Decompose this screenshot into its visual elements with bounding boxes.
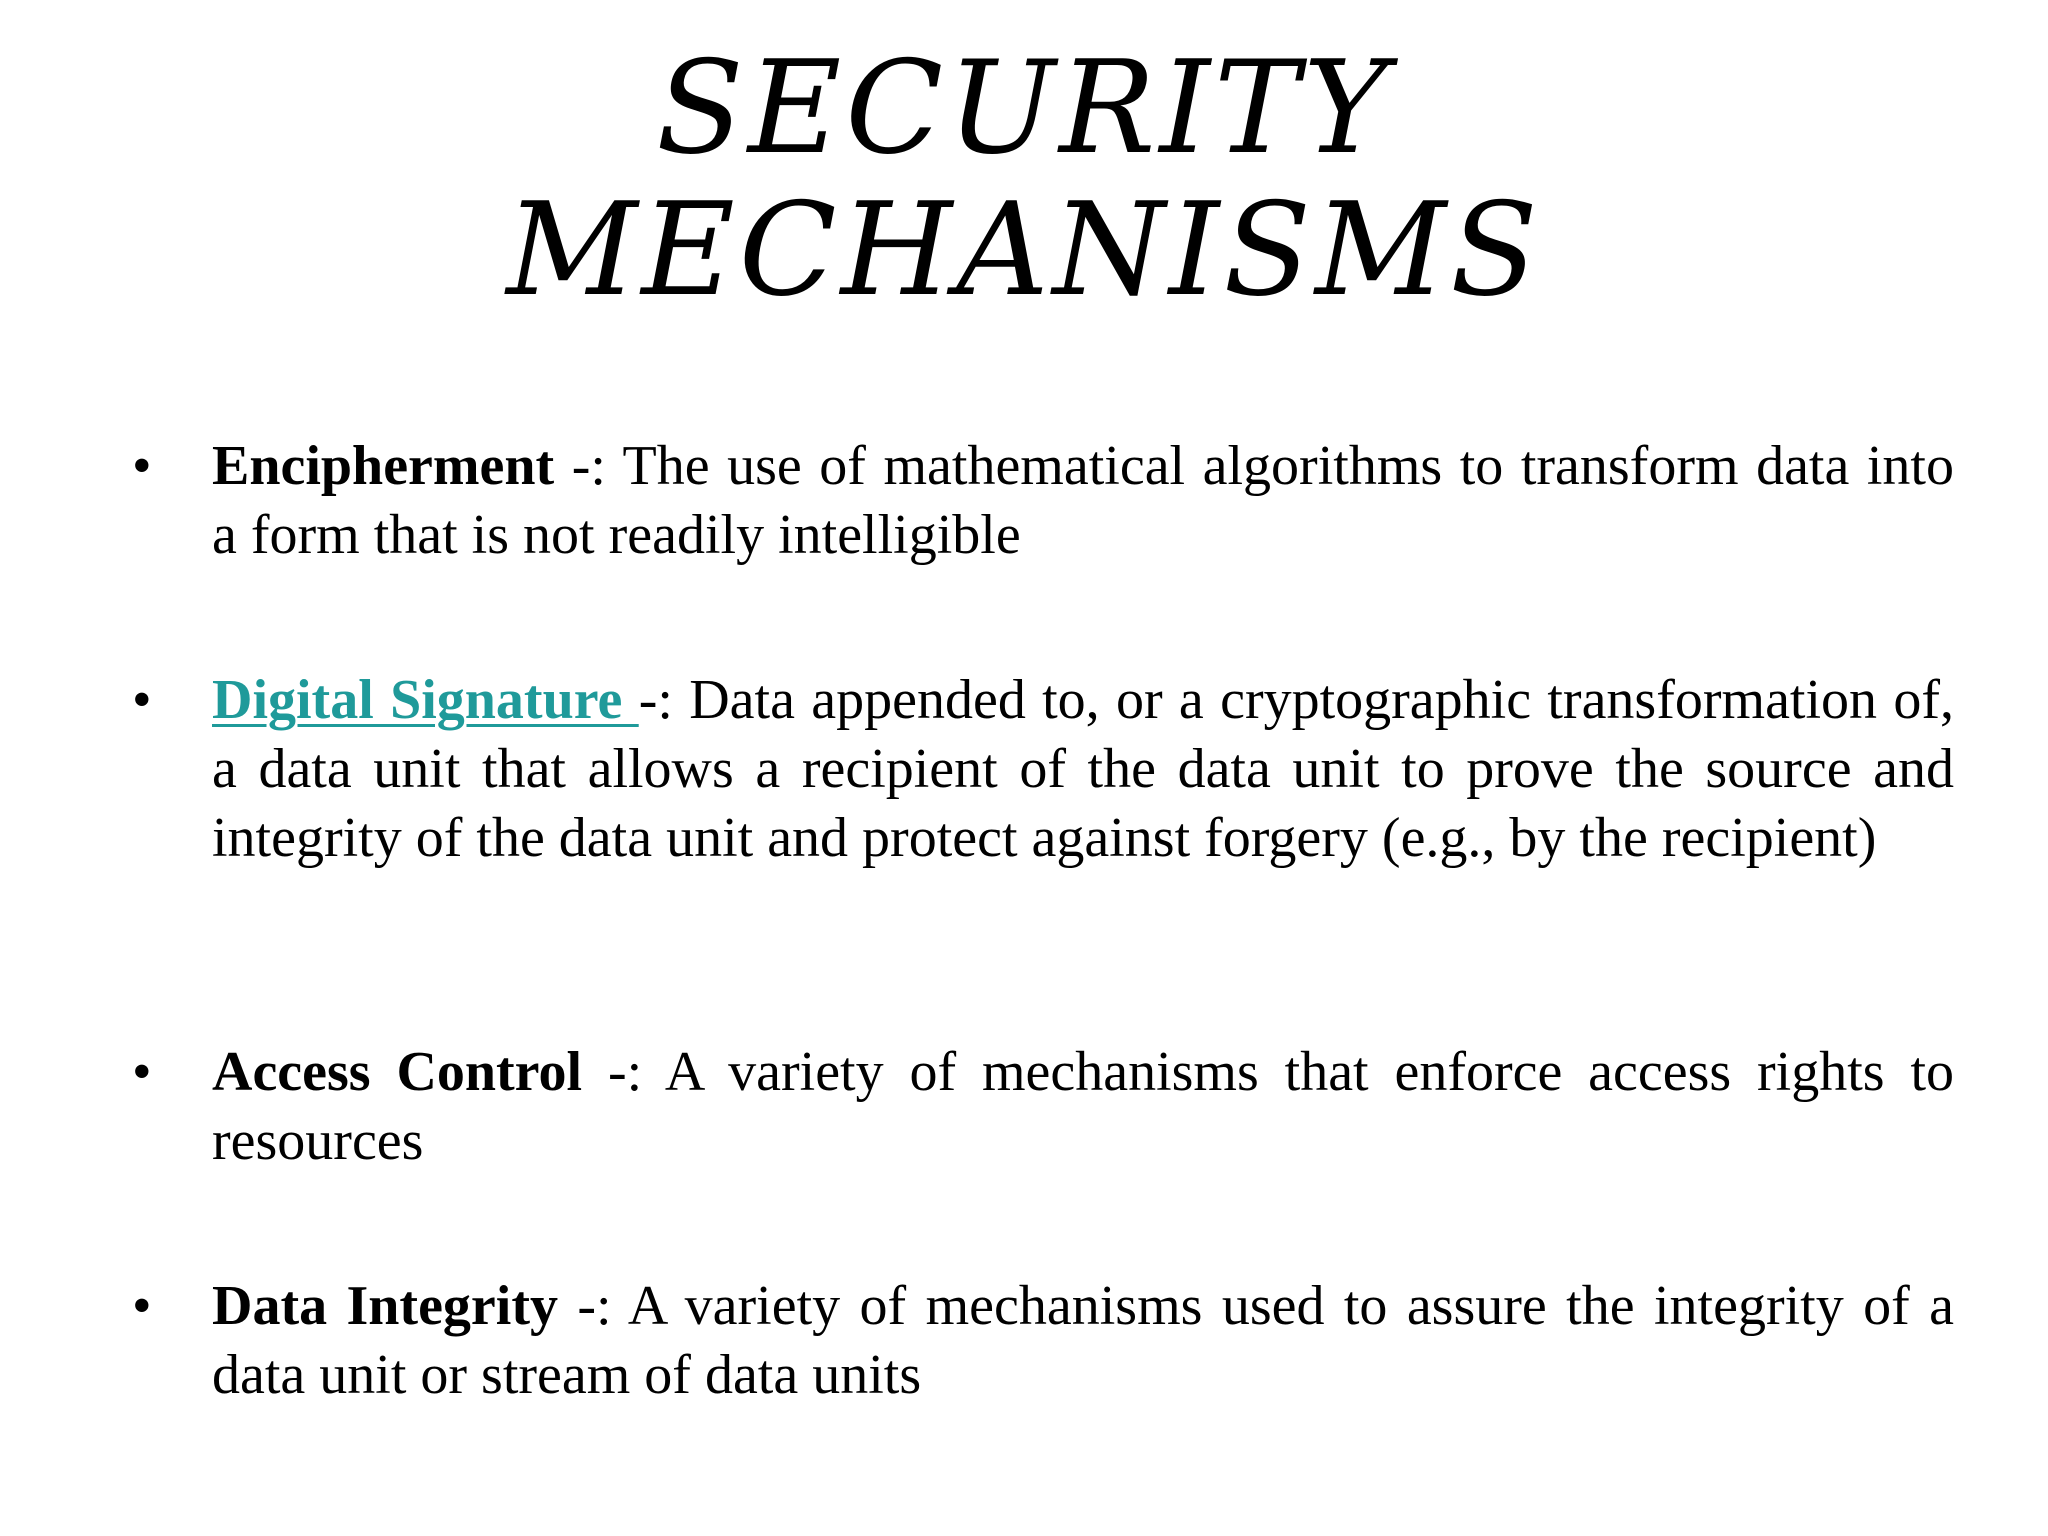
bullet-item-encipherment	[132, 432, 1954, 570]
bullet-separator: -:	[638, 669, 690, 731]
bullet-marker: •	[132, 435, 152, 497]
bullet-separator: -:	[582, 1041, 665, 1103]
bullet-marker: •	[132, 1275, 152, 1337]
bullet-term: Encipherment	[212, 435, 555, 497]
bullet-text: Data appended to, or a cryptographic transformation of, a data unit that allows a recipient of the data unit to prove the source and integrity of the data unit and protect against forgery (e.g., by the recipient)	[212, 669, 1954, 869]
title-line-1: SECURITY	[656, 34, 1392, 183]
bullet-text: A variety of mechanisms used to assure the integrity of a data unit or stream of data units	[212, 1275, 1955, 1406]
digital-signature-link[interactable]: Digital Signature	[212, 669, 639, 731]
bullet-text: A variety of mechanisms that enforce access rights to resources	[212, 1041, 1955, 1172]
bullet-term: Data Integrity	[212, 1275, 558, 1337]
bullet-marker: •	[132, 1041, 152, 1103]
bullet-item-data-integrity	[132, 1272, 1955, 1410]
bullet-separator: -:	[558, 1275, 628, 1337]
bullet-item-digital-signature	[132, 666, 1954, 873]
bullet-marker: •	[132, 669, 152, 731]
bullet-term: Access Control	[212, 1041, 583, 1103]
bullet-text: The use of mathematical algorithms to transform data into a form that is not readily intelligible	[212, 435, 1954, 566]
bullet-item-access-control	[132, 1038, 1955, 1176]
title-line-2: MECHANISMS	[506, 176, 1542, 325]
bullet-separator: -:	[554, 435, 623, 497]
